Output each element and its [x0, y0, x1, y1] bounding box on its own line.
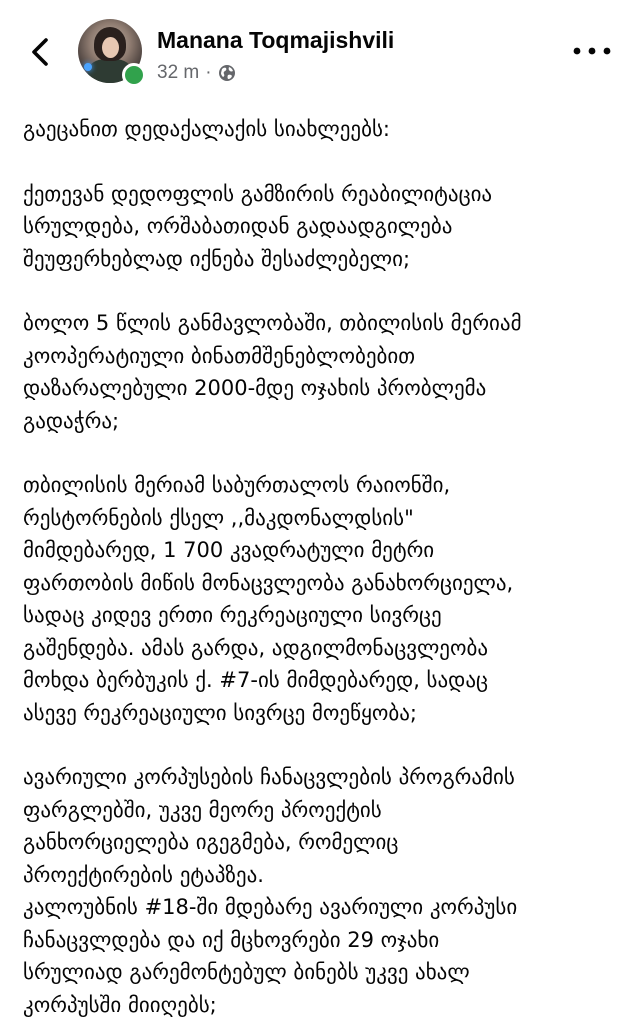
post-text-line: თბილისის მერიამ საბურთალოს რაიონში,	[23, 473, 451, 497]
chevron-left-icon	[30, 37, 50, 67]
post-text-line: კალოუბნის #18-ში მდებარე ავარიული კორპუსი	[23, 895, 518, 919]
post-text-line: მიმდებარედ, 1 700 კვადრატული მეტრი	[23, 538, 435, 562]
post-timestamp[interactable]: 32 m	[157, 62, 200, 83]
post-text-line: გადაჭრა;	[23, 408, 120, 433]
post-paragraph	[23, 113, 623, 146]
post-text-line: კოოპერატიული ბინათმშენებლობებით	[23, 343, 416, 368]
post-text	[23, 113, 623, 1021]
post-text-line: გაშენდება. ამას გარდა, ადგილმონაცვლეობა	[23, 635, 489, 660]
more-options-button[interactable]	[572, 36, 612, 66]
post-text-line: ავარიული კორპუსების ჩანაცვლების პროგრამის	[23, 765, 515, 789]
post-text-line: სრულდება, ორშაბათიდან გადაადგილება	[23, 214, 453, 238]
post-text-line: ფარგლებში, უკვე მეორე პროექტის	[23, 797, 382, 822]
post-header	[0, 0, 632, 104]
post-text-line: ფართობის მიწის მონაცვლეობა განახორციელა,	[23, 570, 514, 595]
post-text-line: ჩანაცვლდება და იქ მცხოვრები 29 ოჯახი	[23, 927, 440, 952]
post-text-line: გაეცანით დედაქალაქის სიახლეებს:	[23, 117, 391, 141]
post-paragraph	[23, 761, 623, 1021]
post-text-line: ბოლო 5 წლის განმავლობაში, თბილისის მერიამ	[23, 311, 522, 335]
avatar-container	[78, 19, 142, 83]
globe-icon[interactable]	[218, 64, 236, 82]
post-paragraph	[23, 469, 623, 729]
post-text-line: დაზარალებული 2000-მდე ოჯახის პრობლემა	[23, 376, 487, 400]
post-text-line: ქეთევან დედოფლის გამზირის რეაბილიტაცია	[23, 181, 493, 206]
post-paragraph	[23, 307, 623, 437]
post-text-line: განხორციელება იგეგმება, რომელიც	[23, 830, 399, 854]
post-paragraph	[23, 178, 623, 276]
post-text-line: შეუფერხებლად იქნება შესაძლებელი;	[23, 246, 411, 271]
post-meta	[157, 62, 236, 84]
post-text-line: სადაც კიდევ ერთი რეკრეაციული სივრცე	[23, 603, 442, 627]
online-status-dot	[122, 63, 146, 87]
meta-separator: ·	[205, 62, 212, 83]
post-text-line: კორპუსში მიიღებს;	[23, 992, 217, 1017]
back-button[interactable]	[22, 30, 58, 74]
post-text-line: სრულიად გარემონტებულ ბინებს უკვე ახალ	[23, 960, 470, 984]
more-horizontal-icon	[573, 47, 611, 55]
post-text-line: ასევე რეკრეაციული სივრცე მოეწყობა;	[23, 700, 417, 725]
post-text-line: რესტორნების ქსელ ,,მაკდონალდსის"	[23, 505, 414, 530]
post-text-line: მოხდა ბერბუკის ქ. #7-ის მიმდებარედ, სადაც	[23, 668, 489, 692]
author-name[interactable]: Manana Toqmajishvili	[157, 27, 395, 53]
post-text-line: პროექტირების ეტაპზეა.	[23, 862, 264, 887]
